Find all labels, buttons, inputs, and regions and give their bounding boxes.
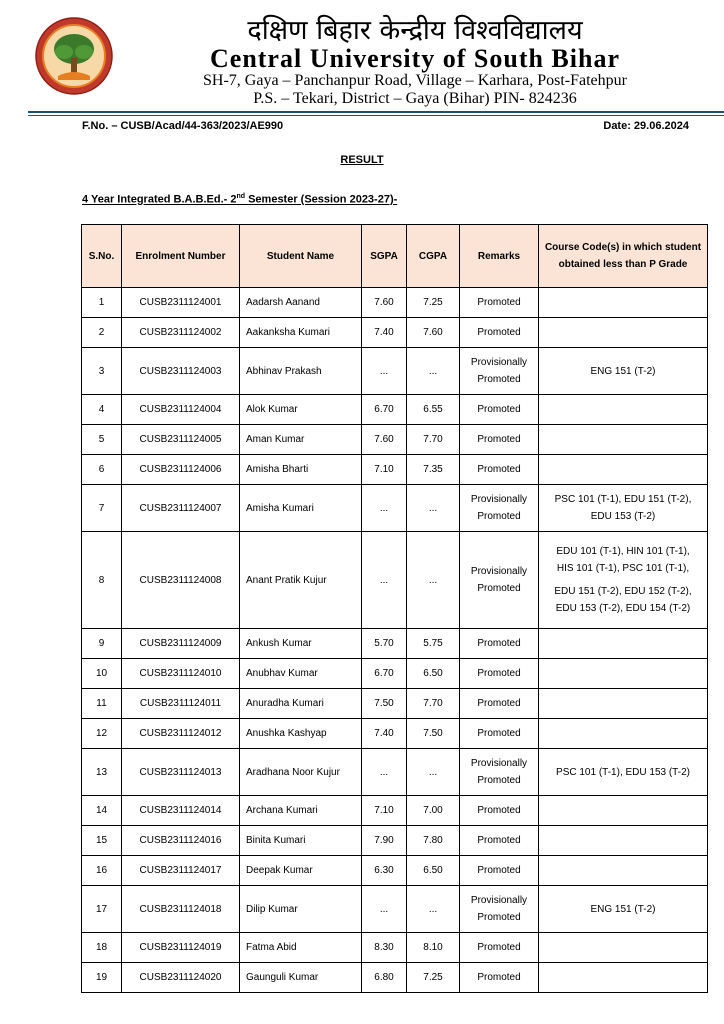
cell-sno: 12: [82, 719, 122, 749]
cell-student-name: Aadarsh Aanand: [240, 288, 362, 318]
cell-enrolment: CUSB2311124012: [122, 719, 240, 749]
course-code-line: PSC 101 (T-1), EDU 151 (T-2),: [554, 494, 692, 505]
cell-enrolment: CUSB2311124001: [122, 288, 240, 318]
cell-sgpa: ...: [362, 749, 407, 796]
cell-sgpa: 6.70: [362, 395, 407, 425]
cell-sgpa: 7.60: [362, 288, 407, 318]
table-body: [82, 288, 708, 993]
cell-cgpa: 5.75: [407, 629, 460, 659]
cell-sno: 6: [82, 455, 122, 485]
cell-student-name: Aakanksha Kumari: [240, 318, 362, 348]
cell-remarks: Provisionally Promoted: [460, 348, 539, 395]
document-date: Date: 29.06.2024: [603, 120, 689, 132]
cell-enrolment: CUSB2311124020: [122, 963, 240, 993]
cell-student-name: Amisha Kumari: [240, 485, 362, 532]
cell-student-name: Abhinav Prakash: [240, 348, 362, 395]
cell-sno: 14: [82, 796, 122, 826]
header-cgpa: CGPA: [407, 225, 460, 288]
table-row: [82, 933, 708, 963]
cell-remarks: Promoted: [460, 455, 539, 485]
course-code-line: EDU 101 (T-1), HIN 101 (T-1),: [556, 546, 690, 557]
cell-sgpa: 7.10: [362, 796, 407, 826]
cell-course-codes: [539, 629, 708, 659]
table-row: [82, 826, 708, 856]
course-code-line: ENG 151 (T-2): [590, 365, 656, 377]
header-remarks: Remarks: [460, 225, 539, 288]
cell-enrolment: CUSB2311124006: [122, 455, 240, 485]
semester-suffix: Semester (Session 2023-27)-: [245, 193, 398, 206]
table-row: [82, 348, 708, 395]
course-code-line: PSC 101 (T-1), EDU 153 (T-2): [556, 766, 690, 778]
table-row: [82, 629, 708, 659]
cell-sno: 3: [82, 348, 122, 395]
cell-sgpa: 5.70: [362, 629, 407, 659]
cell-enrolment: CUSB2311124016: [122, 826, 240, 856]
cell-sgpa: 6.30: [362, 856, 407, 886]
cell-enrolment: CUSB2311124007: [122, 485, 240, 532]
cell-remarks: Promoted: [460, 856, 539, 886]
table-row: [82, 455, 708, 485]
cell-cgpa: 7.50: [407, 719, 460, 749]
cell-cgpa: 7.70: [407, 425, 460, 455]
result-title: RESULT: [340, 154, 384, 166]
header-enrolment: Enrolment Number: [122, 225, 240, 288]
cell-student-name: Deepak Kumar: [240, 856, 362, 886]
cell-course-codes: [539, 886, 708, 933]
result-table: [81, 224, 708, 993]
cell-course-codes: [539, 659, 708, 689]
cell-enrolment: CUSB2311124005: [122, 425, 240, 455]
cell-cgpa: ...: [407, 485, 460, 532]
course-code-line: HIS 101 (T-1), PSC 101 (T-1),: [556, 563, 690, 574]
cell-cgpa: ...: [407, 749, 460, 796]
table-row: [82, 856, 708, 886]
cell-student-name: Ankush Kumar: [240, 629, 362, 659]
cell-course-codes: [539, 749, 708, 796]
cell-sgpa: ...: [362, 485, 407, 532]
cell-remarks: Promoted: [460, 288, 539, 318]
course-code-line: EDU 153 (T-2): [590, 511, 656, 522]
cell-cgpa: ...: [407, 886, 460, 933]
cell-course-codes: [539, 348, 708, 395]
cell-sno: 18: [82, 933, 122, 963]
cell-cgpa: 7.35: [407, 455, 460, 485]
header-student-name: Student Name: [240, 225, 362, 288]
cell-sno: 2: [82, 318, 122, 348]
hindi-university-name: दक्षिण बिहार केन्द्रीय विश्वविद्यालय: [247, 15, 583, 46]
cell-enrolment: CUSB2311124018: [122, 886, 240, 933]
cell-sno: 13: [82, 749, 122, 796]
cell-student-name: Anant Pratik Kujur: [240, 532, 362, 629]
result-title-wrap: [0, 154, 724, 166]
cell-cgpa: 7.70: [407, 689, 460, 719]
cell-course-codes: [539, 933, 708, 963]
cell-remarks: Promoted: [460, 318, 539, 348]
cell-cgpa: 7.80: [407, 826, 460, 856]
cell-course-codes: [539, 689, 708, 719]
cell-student-name: Binita Kumari: [240, 826, 362, 856]
cell-enrolment: CUSB2311124009: [122, 629, 240, 659]
cell-course-codes: [539, 796, 708, 826]
cell-sno: 19: [82, 963, 122, 993]
cell-sno: 15: [82, 826, 122, 856]
cell-sgpa: 7.40: [362, 318, 407, 348]
course-code-line: EDU 153 (T-2), EDU 154 (T-2): [555, 603, 691, 614]
table-row: [82, 749, 708, 796]
cell-student-name: Alok Kumar: [240, 395, 362, 425]
cell-enrolment: CUSB2311124017: [122, 856, 240, 886]
table-row: [82, 719, 708, 749]
header-divider: [28, 111, 724, 113]
cell-student-name: Amisha Bharti: [240, 455, 362, 485]
cell-sno: 11: [82, 689, 122, 719]
cell-sgpa: 7.50: [362, 689, 407, 719]
cell-enrolment: CUSB2311124011: [122, 689, 240, 719]
cell-enrolment: CUSB2311124008: [122, 532, 240, 629]
cell-remarks: Provisionally Promoted: [460, 532, 539, 629]
table-row: [82, 318, 708, 348]
cell-enrolment: CUSB2311124004: [122, 395, 240, 425]
header-course-codes: Course Code(s) in which student obtained less than P Grade: [539, 225, 708, 288]
address-line-2: P.S. – Tekari, District – Gaya (Bihar) PIN- 824236: [253, 90, 577, 107]
header-sgpa: SGPA: [362, 225, 407, 288]
cell-sgpa: ...: [362, 532, 407, 629]
cell-course-codes: [539, 856, 708, 886]
cell-sno: 1: [82, 288, 122, 318]
cell-course-codes: [539, 395, 708, 425]
table-row: [82, 659, 708, 689]
cell-sgpa: ...: [362, 886, 407, 933]
cell-cgpa: 6.50: [407, 856, 460, 886]
cell-remarks: Promoted: [460, 425, 539, 455]
cell-sgpa: 6.80: [362, 963, 407, 993]
cell-remarks: Provisionally Promoted: [460, 749, 539, 796]
cell-student-name: Anuradha Kumari: [240, 689, 362, 719]
cell-cgpa: 8.10: [407, 933, 460, 963]
cell-student-name: Archana Kumari: [240, 796, 362, 826]
cell-sno: 9: [82, 629, 122, 659]
table-row: [82, 395, 708, 425]
cell-student-name: Dilip Kumar: [240, 886, 362, 933]
cell-course-codes: [539, 288, 708, 318]
cell-course-codes: [539, 532, 708, 629]
cell-sgpa: ...: [362, 348, 407, 395]
cell-sno: 17: [82, 886, 122, 933]
table-row: [82, 796, 708, 826]
cell-cgpa: 7.00: [407, 796, 460, 826]
cell-remarks: Promoted: [460, 719, 539, 749]
cell-course-codes: [539, 485, 708, 532]
cell-cgpa: 7.60: [407, 318, 460, 348]
cell-student-name: Fatma Abid: [240, 933, 362, 963]
cell-sno: 7: [82, 485, 122, 532]
cell-sno: 5: [82, 425, 122, 455]
semester-heading: [82, 193, 397, 206]
cell-enrolment: CUSB2311124013: [122, 749, 240, 796]
cell-student-name: Anushka Kashyap: [240, 719, 362, 749]
cell-student-name: Aman Kumar: [240, 425, 362, 455]
table-row: [82, 425, 708, 455]
cell-sgpa: 7.60: [362, 425, 407, 455]
cell-enrolment: CUSB2311124003: [122, 348, 240, 395]
address-line-1: SH-7, Gaya – Panchanpur Road, Village – Karhara, Post-Fatehpur: [203, 72, 627, 89]
cell-remarks: Promoted: [460, 395, 539, 425]
cell-student-name: Aradhana Noor Kujur: [240, 749, 362, 796]
cell-remarks: Promoted: [460, 689, 539, 719]
cell-remarks: Promoted: [460, 629, 539, 659]
cell-sgpa: 7.10: [362, 455, 407, 485]
cell-remarks: Promoted: [460, 826, 539, 856]
cell-enrolment: CUSB2311124002: [122, 318, 240, 348]
semester-prefix: 4 Year Integrated B.A.B.Ed.- 2: [82, 193, 237, 206]
cell-enrolment: CUSB2311124019: [122, 933, 240, 963]
cell-course-codes: [539, 963, 708, 993]
cell-course-codes: [539, 318, 708, 348]
cell-sgpa: 8.30: [362, 933, 407, 963]
cell-cgpa: 7.25: [407, 963, 460, 993]
course-code-line: ENG 151 (T-2): [590, 903, 656, 915]
cell-course-codes: [539, 425, 708, 455]
cell-remarks: Provisionally Promoted: [460, 886, 539, 933]
cell-sno: 10: [82, 659, 122, 689]
table-row: [82, 689, 708, 719]
cell-student-name: Anubhav Kumar: [240, 659, 362, 689]
cell-sgpa: 7.90: [362, 826, 407, 856]
course-code-line: EDU 151 (T-2), EDU 152 (T-2),: [554, 586, 692, 597]
file-number: F.No. – CUSB/Acad/44-363/2023/AE990: [82, 120, 284, 132]
cell-sno: 16: [82, 856, 122, 886]
table-row: [82, 532, 708, 629]
university-name: Central University of South Bihar: [210, 44, 620, 73]
cell-remarks: Promoted: [460, 796, 539, 826]
cell-enrolment: CUSB2311124014: [122, 796, 240, 826]
cell-sgpa: 7.40: [362, 719, 407, 749]
table-row: [82, 288, 708, 318]
table-row: [82, 963, 708, 993]
header-divider-thin: [28, 115, 724, 116]
cell-cgpa: ...: [407, 348, 460, 395]
cell-student-name: Gaunguli Kumar: [240, 963, 362, 993]
cell-course-codes: [539, 719, 708, 749]
cell-remarks: Promoted: [460, 963, 539, 993]
table-row: [82, 485, 708, 532]
table-row: [82, 886, 708, 933]
cell-cgpa: 7.25: [407, 288, 460, 318]
cell-course-codes: [539, 826, 708, 856]
cell-sno: 4: [82, 395, 122, 425]
cell-sgpa: 6.70: [362, 659, 407, 689]
cell-remarks: Provisionally Promoted: [460, 485, 539, 532]
cell-remarks: Promoted: [460, 933, 539, 963]
cell-course-codes: [539, 455, 708, 485]
cell-enrolment: CUSB2311124010: [122, 659, 240, 689]
university-logo: [34, 16, 114, 96]
semester-ordinal: nd: [236, 193, 246, 200]
cell-sno: 8: [82, 532, 122, 629]
cell-cgpa: ...: [407, 532, 460, 629]
table-header-row: [82, 225, 708, 288]
cell-cgpa: 6.50: [407, 659, 460, 689]
header-sno: S.No.: [82, 225, 122, 288]
cell-remarks: Promoted: [460, 659, 539, 689]
cell-cgpa: 6.55: [407, 395, 460, 425]
